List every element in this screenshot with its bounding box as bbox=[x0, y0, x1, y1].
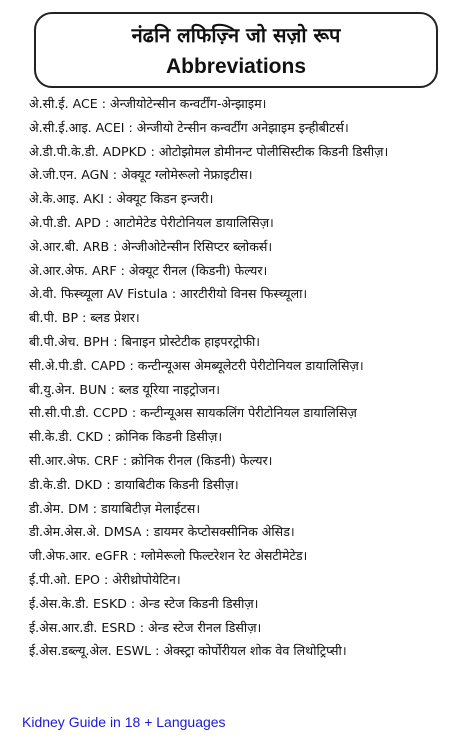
page-title-hindi: नंढनि लफिज़्नि जो सज़ो रूप bbox=[131, 23, 341, 47]
list-item: ई.अेस.के.डी. ESKD : अेन्ड स्टेज किडनी डिसीज़। bbox=[29, 595, 259, 611]
list-item: सी.आर.अेफ. CRF : क्रोनिक रीनल (किडनी) फेल्यर। bbox=[29, 452, 273, 468]
list-item: ई.पी.ओ. EPO : अेरीथ्रोपोयेटिन। bbox=[29, 571, 181, 587]
title-box bbox=[34, 12, 438, 88]
list-item: अे.वी. फिस्च्यूला AV Fistula : आरटीरीयो विनस फिस्च्यूला। bbox=[29, 286, 308, 302]
list-item: ई.अेस.आर.डी. ESRD : अेन्ड स्टेज रीनल डिसीज़। bbox=[29, 619, 262, 635]
list-item: सी.अे.पी.डी. CAPD : कन्टीन्यूअस अेमब्यूलेटरी पेरीटोनियल डायालिसिज़। bbox=[29, 357, 364, 373]
list-item: डी.अेम.अेस.अे. DMSA : डायमर केप्टोसक्सीनिक अेसिड। bbox=[29, 524, 295, 540]
abbreviation-list bbox=[29, 92, 459, 663]
list-item: डी.अेम. DM : डायाबिटीज़ मेलाईटस। bbox=[29, 500, 201, 516]
list-item: बी.यु.अेन. BUN : ब्लड यूरिया नाइट्रोजन। bbox=[29, 381, 220, 397]
list-item: अे.जी.एन. AGN : अेक्यूट ग्लोमेरूलो नेफ्राइटीस। bbox=[29, 167, 253, 183]
footer-text: Kidney Guide in 18 + Languages bbox=[22, 714, 226, 730]
list-item: अे.आर.अेफ. ARF : अेक्यूट रीनल (किडनी) फेल्यर। bbox=[29, 262, 268, 278]
list-item: अे.सी.ई.आइ. ACEI : अेन्जीयो टेन्सीन कन्वर्टींग अनेझाइम इन्हीबीटर्स। bbox=[29, 119, 349, 135]
list-item: सी.के.डी. CKD : क्रोनिक किडनी डिसीज़। bbox=[29, 429, 223, 445]
list-item: डी.के.डी. DKD : डायाबिटीक किडनी डिसीज़। bbox=[29, 476, 239, 492]
list-item: अे.आर.बी. ARB : अेन्जीओटेन्सीन रिसिप्टर ब्लोकर्स। bbox=[29, 238, 273, 254]
list-item: अे.सी.ई. ACE : अेन्जीयोटेन्सीन कन्वर्टींग-अेन्झाइम। bbox=[29, 96, 267, 111]
list-item: अे.के.आइ. AKI : अेक्यूट किडन इन्जरी। bbox=[29, 191, 214, 207]
list-item: जी.अेफ.आर. eGFR : ग्लोमेरूलो फिल्टरेशन रेट अेसटीमेटेड। bbox=[29, 548, 308, 564]
list-item: बी.पी.अेच. BPH : बिनाइन प्रोस्टेटीक हाइपरट्रोफी। bbox=[29, 333, 261, 349]
list-item: ई.अेस.डब्ल्यू.अेल. ESWL : अेक्स्ट्रा कोर्पोरीयल शोक वेव लिथोट्रिप्सी। bbox=[29, 643, 347, 659]
page-title-english: Abbreviations bbox=[165, 55, 307, 78]
list-item: अे.डी.पी.के.डी. ADPKD : ओटोझोमल डोमीनन्ट पोलीसिस्टीक किडनी डिसीज़। bbox=[29, 143, 389, 159]
list-item: अे.पी.डी. APD : आटोमेटेड पेरीटोनियल डायालिसिज़। bbox=[29, 214, 274, 230]
list-item: बी.पी. BP : ब्लड प्रेशर। bbox=[29, 310, 140, 326]
list-item: सी.सी.पी.डी. CCPD : कन्टीन्यूअस सायकलिंग पेरीटोनियल डायालिसिज़ bbox=[29, 405, 357, 421]
